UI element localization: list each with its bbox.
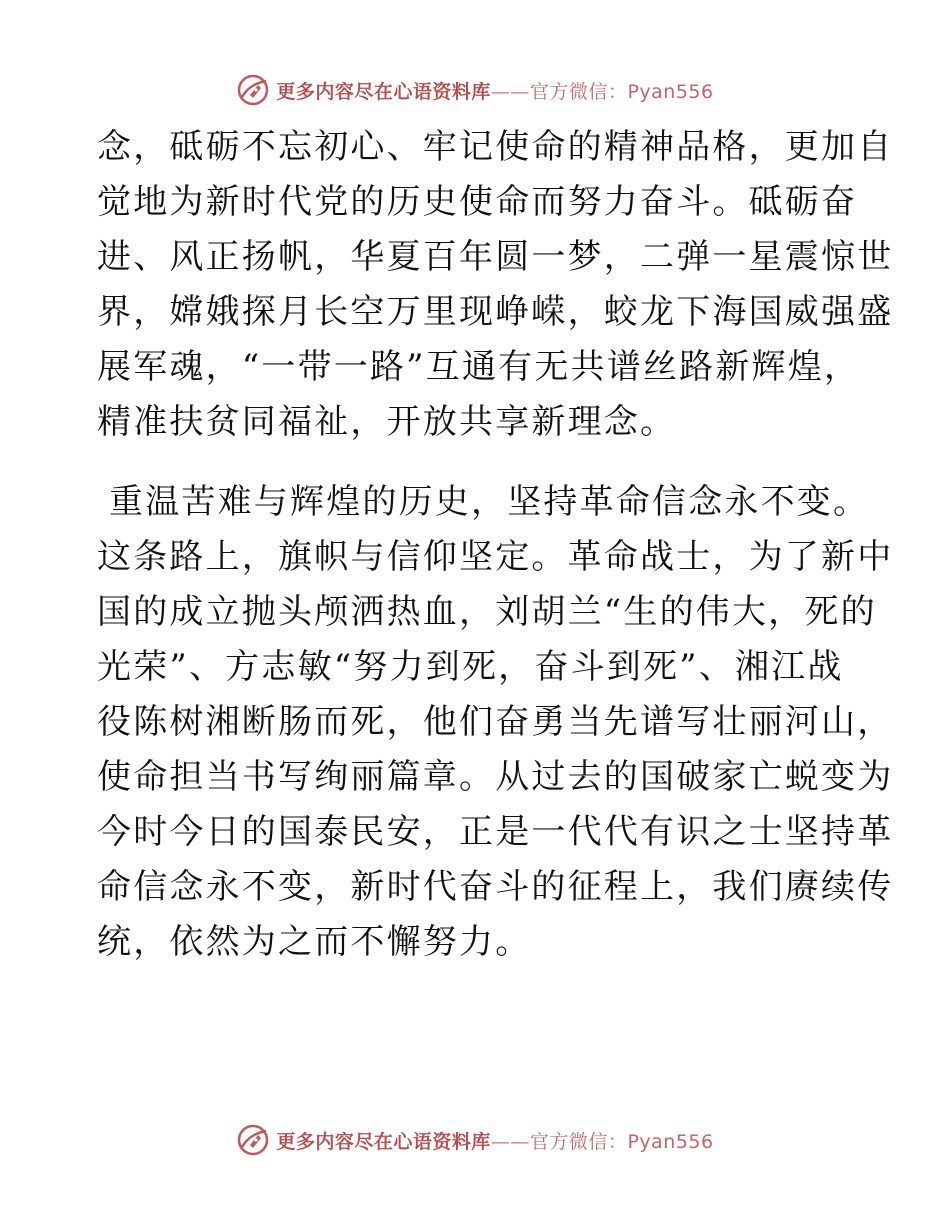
text-line: 光荣”、方志敏“努力到死，奋斗到死”、湘江战 [97, 647, 844, 687]
text-line: 使命担当书写绚丽篇章。从过去的国破家亡蜕变为 [97, 757, 894, 797]
watermark-separator: —— [490, 80, 530, 103]
document-body [97, 120, 894, 970]
text-line: 这条路上，旗帜与信仰坚定。革命战士，为了新中 [97, 537, 894, 577]
text-line: 今时今日的国泰民安，正是一代代有识之士坚持革 [97, 812, 894, 852]
text-line: 精准扶贫同福祉，开放共享新理念。 [97, 402, 677, 442]
text-line: 界，嫦娥探月长空万里现峥嵘，蛟龙下海国威强盛 [97, 292, 894, 332]
watermark-text [276, 1127, 713, 1154]
watermark-wechat-id: Pyan556 [627, 1130, 714, 1153]
text-line: 统，依然为之而不懈努力。 [97, 922, 532, 962]
pen-nib-logo-icon [236, 73, 270, 107]
text-line: 念，砥砺不忘初心、牢记使命的精神品格，更加自 [97, 127, 894, 167]
watermark-brand: 更多内容尽在心语资料库 [276, 1130, 491, 1153]
text-line: 国的成立抛头颅洒热血，刘胡兰“生的伟大，死的 [97, 592, 877, 632]
watermark-wechat-id: Pyan556 [627, 80, 714, 103]
text-line: 进、风正扬帆，华夏百年圆一梦，二弹一星震惊世 [97, 237, 894, 277]
paragraph-1 [97, 120, 894, 450]
paragraph-2 [97, 475, 894, 970]
header-watermark [0, 70, 950, 110]
text-line: 重温苦难与辉煌的历史，坚持革命信念永不变。 [109, 482, 870, 522]
watermark-text [276, 77, 713, 104]
watermark-brand: 更多内容尽在心语资料库 [276, 80, 491, 103]
text-line: 觉地为新时代党的历史使命而努力奋斗。砥砺奋 [97, 182, 858, 222]
text-line: 役陈树湘断肠而死，他们奋勇当先谱写壮丽河山， [97, 702, 894, 742]
paragraph-gap [97, 450, 857, 475]
footer-watermark [0, 1120, 950, 1160]
text-line: 命信念永不变，新时代奋斗的征程上，我们赓续传 [97, 867, 894, 907]
pen-nib-logo-icon [236, 1123, 270, 1157]
watermark-separator: —— [490, 1130, 530, 1153]
text-line: 展军魂，“一带一路”互通有无共谱丝路新辉煌， [97, 347, 861, 387]
watermark-official-label: 官方微信： [529, 80, 628, 103]
watermark-official-label: 官方微信： [529, 1130, 628, 1153]
